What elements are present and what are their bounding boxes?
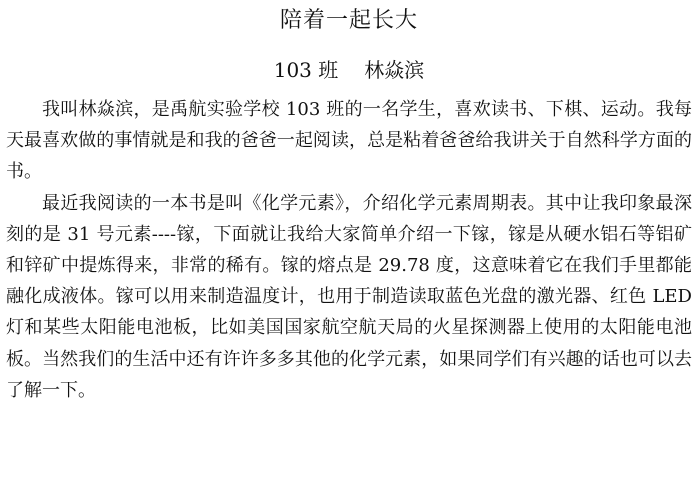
byline [6, 56, 692, 84]
paragraph: 最近我阅读的一本书是叫《化学元素》，介绍化学元素周期表。其中让我印象最深刻的是 31 号元素----镓，下面就让我给大家简单介绍一下镓，镓是从硬水铝石等铝矿和锌矿中提炼得来，非常的稀有。镓的熔点是 29.78 度，这意味着它在我们手里都能融化成液体。镓可以用来制造温度计，也用于制造读取蓝色光盘的激光器、红色 LED 灯和某些太阳能电池板，比如美国国家航空航天局的火星探测器上使用的太阳能电池板。当然我们的生活中还有许许多多其他的化学元素，如果同学们有兴趣的话也可以去了解一下。 [6, 192, 692, 401]
paragraph: 我叫林焱滨，是禹航实验学校 103 班的一名学生，喜欢读书、下棋、运动。我每天最喜欢做的事情就是和我的爸爸一起阅读，总是粘着爸爸给我讲关于自然科学方面的书。 [6, 99, 692, 183]
body-text [6, 94, 692, 406]
document-title: 陪着一起长大 [279, 8, 418, 33]
author-name: 林焱滨 [364, 58, 425, 82]
class-name: 103 班 [273, 58, 339, 82]
